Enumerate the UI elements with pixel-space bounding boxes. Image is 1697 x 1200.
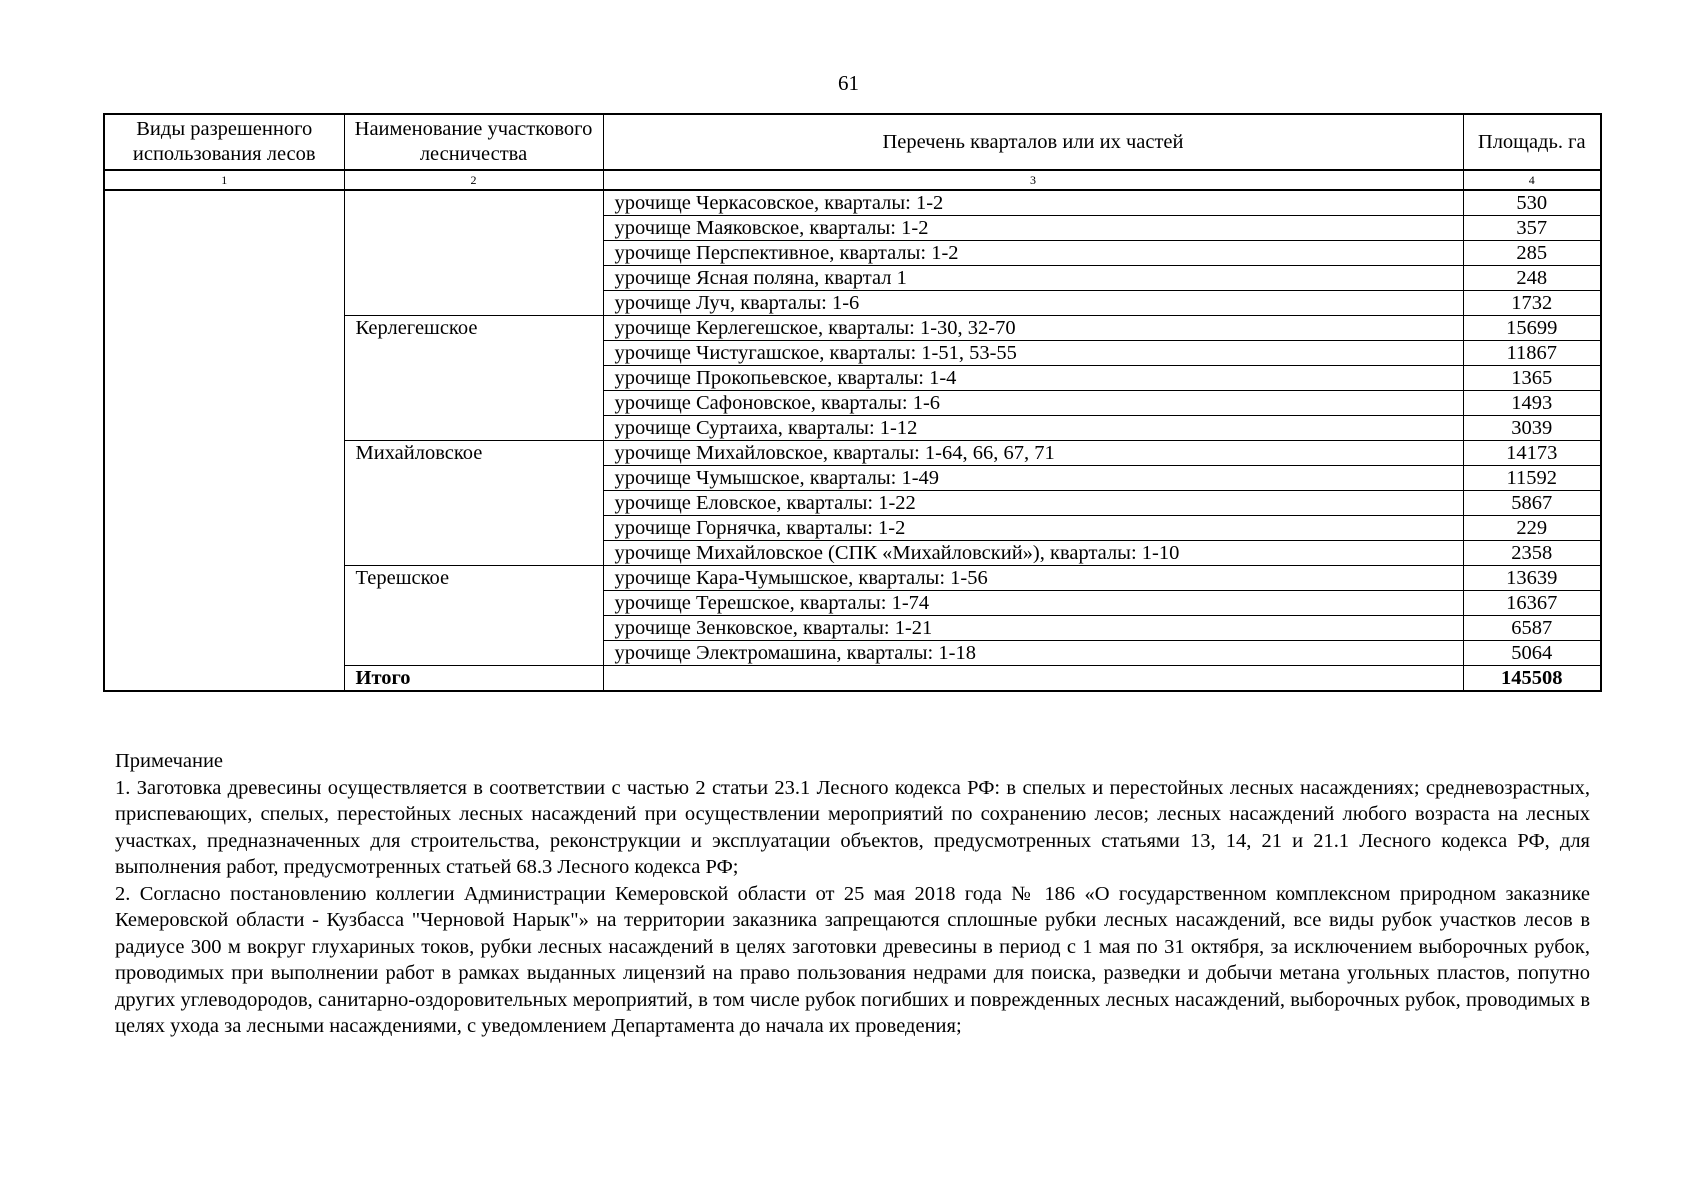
area-value: 15699 [1463,316,1601,341]
quarter-name: урочище Перспективное, кварталы: 1-2 [603,241,1463,266]
note-item: 1. Заготовка древесины осуществляется в соответствии с частью 2 статьи 23.1 Лесного кодекса РФ: в спелых и перестойных лесных насаждениях; средневозрастных, приспевающих, спелых, перестойных лесных насаждений при осуществлении мероприятий по сохранению лесов; лесных насаждений любого возраста на лесных участках, предназначенных для строительства, реконструкции и эксплуатации объектов, предусмотренных статьями 13, 14, 21 и 21.1 Лесного кодекса РФ, для выполнения работ, предусмотренных статьей 68.3 Лесного кодекса РФ; [115,776,1590,878]
quarter-name: урочище Ясная поляна, квартал 1 [603,266,1463,291]
area-value: 248 [1463,266,1601,291]
page-number: 61 [838,71,859,95]
quarter-name: урочище Михайловское, кварталы: 1-64, 66, 67, 71 [603,441,1463,466]
forest-quarters-table [103,113,1602,692]
area-value: 11867 [1463,341,1601,366]
quarter-name: урочище Кара-Чумышское, кварталы: 1-56 [603,566,1463,591]
area-value: 14173 [1463,441,1601,466]
area-value: 1493 [1463,391,1601,416]
area-value: 16367 [1463,591,1601,616]
quarter-name: урочище Чистугашское, кварталы: 1-51, 53-55 [603,341,1463,366]
area-value: 11592 [1463,466,1601,491]
district-cell [344,190,603,316]
quarter-name: урочище Керлегешское, кварталы: 1-30, 32-70 [603,316,1463,341]
quarter-name: урочище Сафоновское, кварталы: 1-6 [603,391,1463,416]
district-cell: Керлегешское [344,316,603,441]
quarter-name: урочище Черкасовское, кварталы: 1-2 [603,190,1463,216]
column-number: 2 [344,170,603,190]
quarter-name: урочище Прокопьевское, кварталы: 1-4 [603,366,1463,391]
note-item: 2. Согласно постановлению коллегии Администрации Кемеровской области от 25 мая 2018 года № 186 «О государственном комплексном природном заказнике Кемеровской области - Кузбасса "Черновой Нарык"» на территории заказника запрещаются сплошные рубки лесных насаждений, все виды рубок участков лесов в радиусе 300 м вокруг глухариных токов, рубки лесных насаждений в целях заготовки древесины в период с 1 мая по 31 октября, за исключением выборочных рубок, проводимых при выполнении работ в рамках выданных лицензий на право пользования недрами для поиска, разведки и добычи метана угольных пластов, попутно других углеводородов, санитарно-оздоровительных мероприятий, в том числе рубок погибших и поврежденных лесных насаждений, выборочных рубок, проводимых в целях ухода за лесными насаждениями, с уведомлением Департамента до начала их проведения; [115,882,1590,1037]
header-district: Наименование участкового лесничества [344,114,603,170]
area-value: 13639 [1463,566,1601,591]
area-value: 2358 [1463,541,1601,566]
total-label: Итого [344,666,603,692]
total-list [603,666,1463,692]
area-value: 5867 [1463,491,1601,516]
column-number: 4 [1463,170,1601,190]
area-value: 3039 [1463,416,1601,441]
district-cell: Терешское [344,566,603,666]
quarter-name: урочище Еловское, кварталы: 1-22 [603,491,1463,516]
notes-section [115,748,1590,1040]
area-value: 6587 [1463,616,1601,641]
quarter-name: урочище Михайловское (СПК «Михайловский»), кварталы: 1-10 [603,541,1463,566]
quarter-name: урочище Луч, кварталы: 1-6 [603,291,1463,316]
table-header-row [104,114,1601,170]
header-area: Площадь. га [1463,114,1601,170]
area-value: 357 [1463,216,1601,241]
area-value: 5064 [1463,641,1601,666]
area-value: 229 [1463,516,1601,541]
quarter-name: урочище Электромашина, кварталы: 1-18 [603,641,1463,666]
notes-title: Примечание [115,750,224,772]
column-numbers-row [104,170,1601,190]
area-value: 1365 [1463,366,1601,391]
area-value: 285 [1463,241,1601,266]
quarter-name: урочище Суртаиха, кварталы: 1-12 [603,416,1463,441]
area-value: 530 [1463,190,1601,216]
quarter-name: урочище Терешское, кварталы: 1-74 [603,591,1463,616]
total-area: 145508 [1463,666,1601,692]
district-cell: Михайловское [344,441,603,566]
quarter-name: урочище Маяковское, кварталы: 1-2 [603,216,1463,241]
header-use-type: Виды разрешенного использования лесов [104,114,344,170]
table-row [104,190,1601,216]
column-number: 3 [603,170,1463,190]
quarter-name: урочище Чумышское, кварталы: 1-49 [603,466,1463,491]
quarter-name: урочище Горнячка, кварталы: 1-2 [603,516,1463,541]
area-value: 1732 [1463,291,1601,316]
column-number: 1 [104,170,344,190]
quarter-name: урочище Зенковское, кварталы: 1-21 [603,616,1463,641]
use-type-cell [104,190,344,691]
header-quarters-list: Перечень кварталов или их частей [603,114,1463,170]
